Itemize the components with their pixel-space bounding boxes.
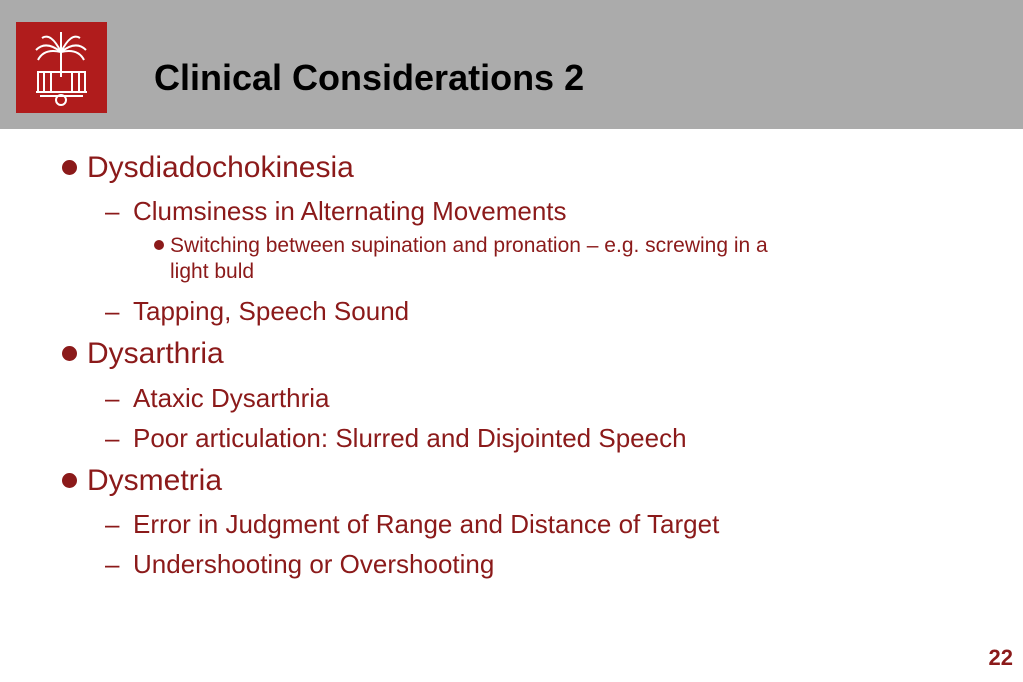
bullet-text: light buld: [170, 260, 255, 283]
dash-icon: –: [105, 423, 120, 453]
dash-icon: –: [105, 196, 120, 226]
bullet-level2: [105, 549, 494, 579]
bullet-text: Dysmetria: [87, 464, 223, 497]
bullet-dot-icon: [62, 160, 77, 175]
bullet-level2: [105, 423, 687, 453]
bullet-level3-continuation: [170, 259, 254, 285]
bullet-text: Dysarthria: [87, 337, 224, 370]
dash-icon: –: [105, 509, 120, 539]
bullet-text: Ataxic Dysarthria: [133, 383, 330, 413]
dash-icon: –: [105, 296, 120, 326]
bullet-level2: [105, 509, 719, 539]
bullet-text: Switching between supination and pronation – e.g. screwing in a: [170, 234, 768, 257]
bullet-text: Poor articulation: Slurred and Disjointed Speech: [133, 423, 687, 453]
bullet-level1: [62, 464, 222, 498]
bullet-level2: [105, 296, 409, 326]
dash-icon: –: [105, 549, 120, 579]
bullet-level3: [154, 233, 768, 259]
bullet-level1: [62, 337, 224, 371]
bullet-level2: [105, 196, 567, 226]
bullet-dot-icon: [154, 240, 164, 250]
bullet-dot-icon: [62, 473, 77, 488]
dash-icon: –: [105, 383, 120, 413]
bullet-text: Error in Judgment of Range and Distance of Target: [133, 509, 720, 539]
bullet-text: Dysdiadochokinesia: [87, 151, 354, 184]
bullet-dot-icon: [62, 346, 77, 361]
bullet-level2: [105, 383, 330, 413]
bullet-text: Undershooting or Overshooting: [133, 549, 495, 579]
slide-title: Clinical Considerations 2: [154, 57, 585, 98]
bullet-text: Clumsiness in Alternating Movements: [133, 196, 567, 226]
bullet-text: Tapping, Speech Sound: [133, 296, 410, 326]
bullet-level1: [62, 151, 354, 185]
page-number: 22: [988, 645, 1013, 670]
